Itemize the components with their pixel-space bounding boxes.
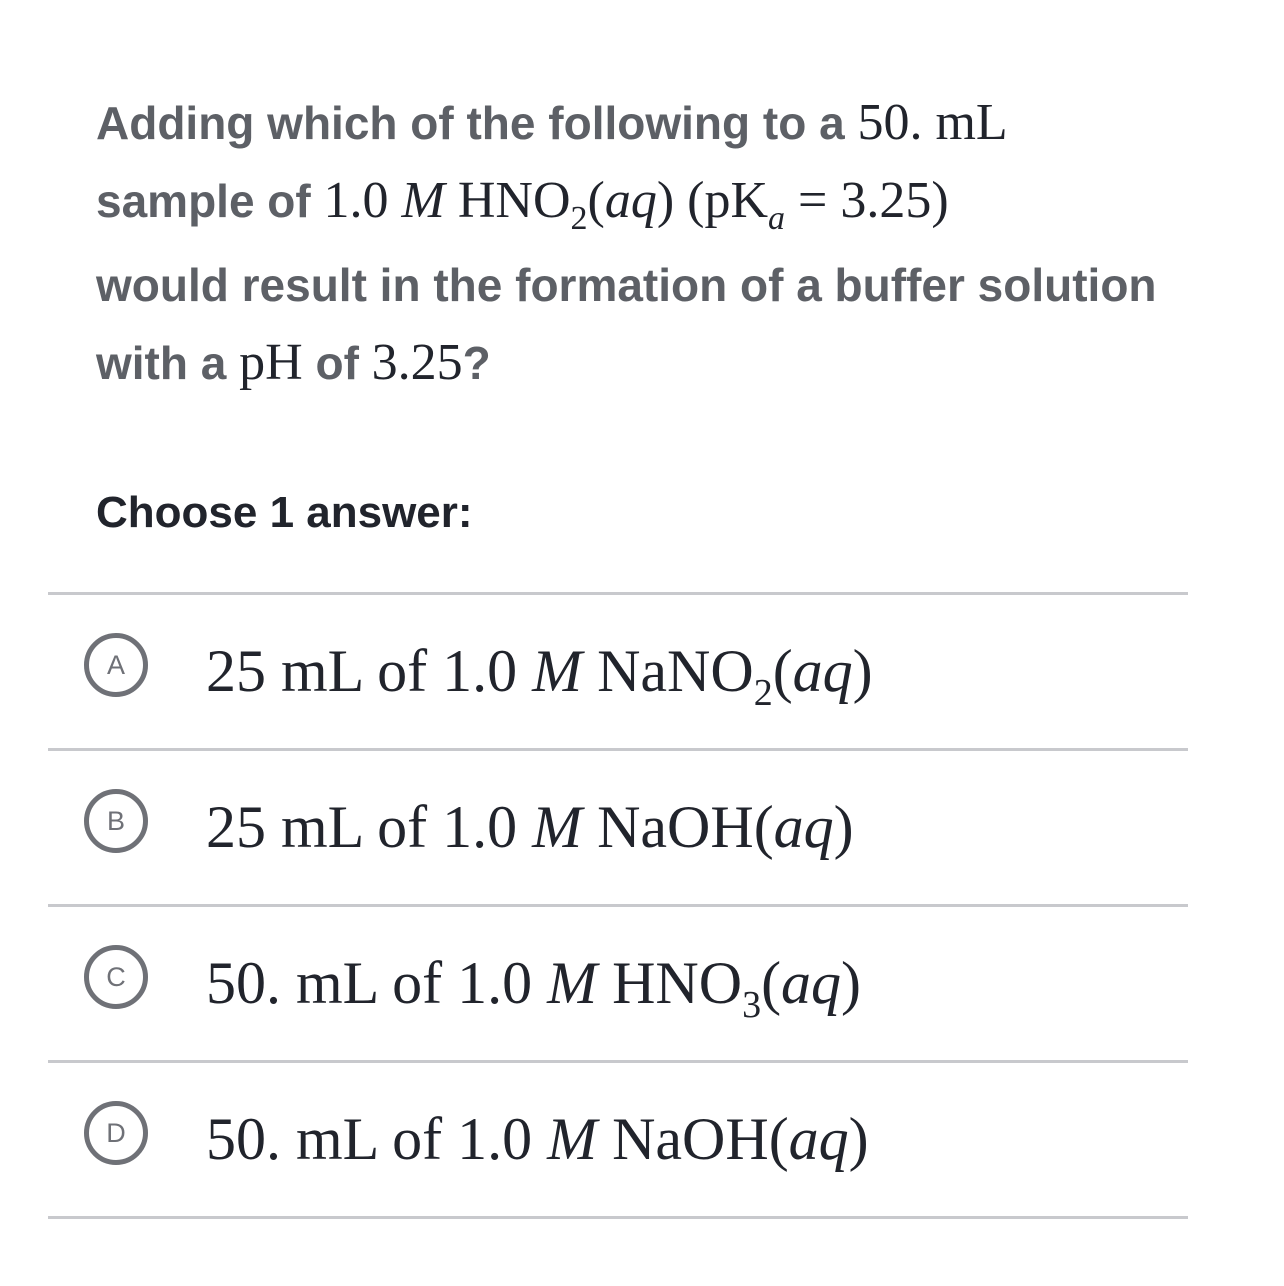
math-part: M (532, 794, 583, 860)
choice-d-text (206, 1105, 869, 1174)
math-part: 25 mL of 1.0 (206, 794, 533, 860)
question-text-3: would result in the formation of a buffer solution with a (96, 259, 1157, 389)
math-part: aq (773, 794, 834, 860)
question-text (96, 84, 1196, 402)
question-text-2: sample of (96, 175, 324, 227)
math-part: HNO (444, 172, 571, 229)
choice-d-radio[interactable]: D (84, 1101, 148, 1165)
math-subscript: 2 (570, 200, 588, 237)
choose-answer-prompt: Choose 1 answer: (96, 488, 473, 537)
math-part: aq (781, 950, 842, 1016)
math-part: aq (788, 1106, 849, 1172)
choice-c-text (206, 949, 862, 1026)
choice-d[interactable] (48, 1063, 1188, 1219)
math-part: ( (587, 172, 605, 229)
math-part: M (401, 172, 445, 229)
math-part: 50. mL of 1.0 (206, 950, 548, 1016)
math-subscript: 2 (753, 672, 773, 714)
math-subscript: a (768, 200, 786, 237)
choice-c-radio[interactable]: C (84, 945, 148, 1009)
choice-b-text (206, 793, 854, 862)
math-part: 50. mL of 1.0 (206, 1106, 548, 1172)
question-text-4: of (302, 337, 372, 389)
question-text-1: Adding which of the following to a (96, 97, 858, 149)
question-text-5: ? (462, 337, 491, 389)
choice-b-radio[interactable]: B (84, 789, 148, 853)
math-part: ) (pK (656, 172, 769, 229)
answer-choices (48, 592, 1188, 1219)
choice-b[interactable] (48, 751, 1188, 907)
math-part: aq (792, 638, 853, 704)
choice-c[interactable] (48, 907, 1188, 1063)
math-part: ( (753, 794, 774, 860)
math-subscript: 3 (742, 984, 762, 1026)
choice-a-text (206, 637, 873, 714)
math-part: M (547, 1106, 598, 1172)
math-part: ) (833, 794, 854, 860)
math-part: M (532, 638, 583, 704)
math-part: HNO (597, 950, 743, 1016)
math-part: ) (841, 950, 862, 1016)
math-part: NaOH (582, 794, 754, 860)
ph-math: pH (239, 334, 303, 391)
solution-math (323, 172, 949, 237)
math-part: ( (768, 1106, 789, 1172)
math-part: ( (772, 638, 793, 704)
volume-math: 50. mL (857, 94, 1008, 151)
choice-a-radio[interactable]: A (84, 633, 148, 697)
math-part: ) (852, 638, 873, 704)
math-part: NaOH (597, 1106, 769, 1172)
ph-value-math: 3.25 (371, 334, 463, 391)
math-part: 1.0 (323, 172, 402, 229)
math-part: aq (604, 172, 657, 229)
choice-a[interactable] (48, 595, 1188, 751)
math-part: ( (761, 950, 782, 1016)
math-part: = 3.25) (785, 172, 949, 229)
math-part: NaNO (582, 638, 754, 704)
math-part: 25 mL of 1.0 (206, 638, 533, 704)
math-part: M (547, 950, 598, 1016)
math-part: ) (848, 1106, 869, 1172)
